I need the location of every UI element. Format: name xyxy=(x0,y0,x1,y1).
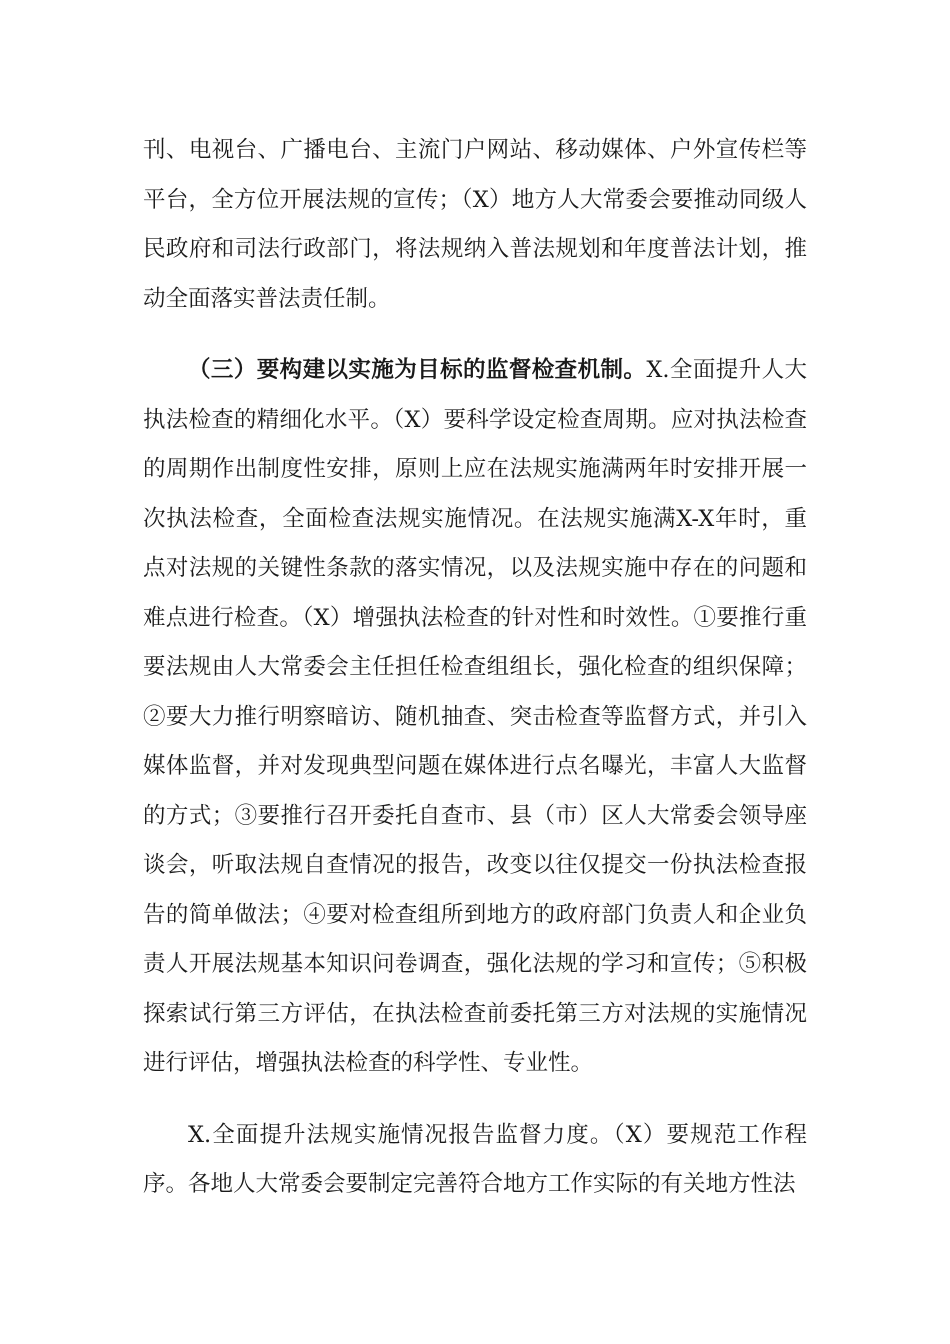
paragraph-publicity: 刊、电视台、广播电台、主流门户网站、移动媒体、户外宣传栏等平台，全方位开展法规的宣传；（X）地方人大常委会要推动同级人民政府和司法行政部门，将法规纳入普法规划和年度普法计划，推动全面落实普法责任制。 xyxy=(143,137,807,312)
paragraph-gap xyxy=(143,324,807,346)
section-body: X.全面提升人大执法检查的精细化水平。（X）要科学设定检查周期。应对执法检查的周期作出制度性安排，原则上应在法规实施满两年时安排开展一次执法检查，全面检查法规实施情况。在法规实施满X-X年时，重点对法规的关键性条款的落实情况，以及法规实施中存在的问题和难点进行检查。（X）增强执法检查的针对性和时效性。①要推行重要法规由人大常委会主任担任检查组组长，强化检查的组织保障；②要大力推行明察暗访、随机抽查、突击检查等监督方式，并引入媒体监督，并对发现典型问题在媒体进行点名曝光，丰富人大监督的方式；③要推行召开委托自查市、县（市）区人大常委会领导座谈会，听取法规自查情况的报告，改变以往仅提交一份执法检查报告的简单做法；④要对检查组所到地方的政府部门负责人和企业负责人开展法规基本知识问卷调查，强化法规的学习和宣传；⑤积极探索试行第三方评估，在执法检查前委托第三方对法规的实施情况进行评估，增强执法检查的科学性、专业性。 xyxy=(143,357,807,1076)
document-page xyxy=(143,126,807,1210)
paragraph-gap xyxy=(143,1089,807,1111)
paragraph-supervision-mechanism xyxy=(143,346,807,1089)
section-heading: （三）要构建以实施为目标的监督检查机制。 xyxy=(188,357,647,383)
paragraph-report-supervision: X.全面提升法规实施情况报告监督力度。（X）要规范工作程序。各地人大常委会要制定完善符合地方工作实际的有关地方性法 xyxy=(143,1121,807,1197)
